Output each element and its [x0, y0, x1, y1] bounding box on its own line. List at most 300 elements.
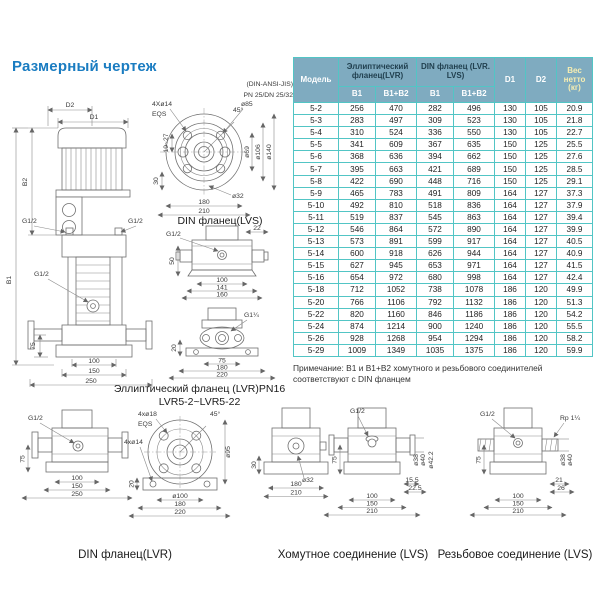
- motor: [56, 128, 130, 235]
- dim75-label: 75: [475, 456, 483, 464]
- g12-front-label: G1/2: [34, 271, 49, 278]
- table-cell: 150: [495, 139, 526, 151]
- col-header-d2: D2: [526, 58, 557, 103]
- table-cell: 5-4: [294, 127, 339, 139]
- col-header-weight: Вес нетто (кг): [557, 58, 593, 103]
- table-cell: 164: [495, 236, 526, 248]
- table-cell: 49.9: [557, 284, 593, 296]
- table-cell: 40.9: [557, 248, 593, 260]
- d40-label: ø40: [567, 454, 574, 466]
- table-row: [294, 127, 593, 139]
- table-cell: 766: [339, 296, 376, 308]
- clamp-front-view: [251, 408, 328, 497]
- table-cell: 1035: [417, 344, 454, 356]
- table-cell: 25.5: [557, 139, 593, 151]
- table-cell: 497: [376, 115, 417, 127]
- table-cell: 368: [339, 151, 376, 163]
- dim100-label: 100: [71, 475, 83, 482]
- dim210-label: 210: [290, 489, 302, 497]
- table-cell: 5-7: [294, 163, 339, 175]
- d422-label: ø42.2: [428, 451, 435, 469]
- table-cell: 120: [526, 344, 557, 356]
- table-note: Примечание: B1 и B1+B2 хомутного и резьбового соединителей соответствуют с DIN фланцем: [293, 363, 543, 384]
- table-cell: 954: [417, 332, 454, 344]
- table-cell: 164: [495, 199, 526, 211]
- table-cell: 917: [454, 236, 495, 248]
- table-cell: 336: [417, 127, 454, 139]
- din-lvr-flange-view: [124, 410, 232, 516]
- table-cell: 127: [526, 223, 557, 235]
- thread-caption: Резьбовое соединение (LVS): [437, 549, 593, 561]
- left-dims: [153, 133, 172, 190]
- clamp-caption: Хомутное соединение (LVS): [277, 549, 429, 561]
- table-cell: 120: [526, 320, 557, 332]
- table-cell: 971: [454, 260, 495, 272]
- right-dia-dims: [244, 114, 274, 190]
- dim155-label: 15.5: [405, 477, 419, 484]
- elliptical-caption-line1: Эллиптический фланец (LVR)PN16: [113, 383, 286, 395]
- table-cell: 738: [417, 284, 454, 296]
- table-row: [294, 175, 593, 187]
- table-cell: 5-20: [294, 296, 339, 308]
- table-row: [294, 260, 593, 272]
- table-cell: 127: [526, 211, 557, 223]
- table-cell: 186: [495, 284, 526, 296]
- din-lvr-drawing: [20, 406, 235, 546]
- table-cell: 654: [339, 272, 376, 284]
- dim26-label: 26: [557, 485, 565, 492]
- table-cell: 22.7: [557, 127, 593, 139]
- d38-label: ø38: [560, 454, 567, 466]
- table-cell: 5-22: [294, 308, 339, 320]
- table-cell: 1106: [376, 296, 417, 308]
- dim180-label: 180: [216, 364, 228, 372]
- table-cell: 150: [495, 175, 526, 187]
- dim-d1: [58, 114, 128, 128]
- elliptical-view-2: [169, 308, 275, 378]
- table-cell: 635: [454, 139, 495, 151]
- col-header-d1: D1: [495, 58, 526, 103]
- table-cell: 1240: [454, 320, 495, 332]
- table-cell: 27.6: [557, 151, 593, 163]
- col-header-b1-din: B1: [417, 87, 454, 103]
- col-header-din: DIN фланец (LVR. LVS): [417, 58, 495, 87]
- table-cell: 5-24: [294, 320, 339, 332]
- table-cell: 1052: [376, 284, 417, 296]
- dim210-label: 210: [198, 208, 210, 215]
- table-cell: 120: [526, 308, 557, 320]
- clamp-side-view: [324, 408, 435, 515]
- table-cell: 58.2: [557, 332, 593, 344]
- dim220-label: 220: [174, 509, 186, 516]
- dim220-label: 220: [216, 371, 228, 379]
- table-cell: 256: [339, 103, 376, 115]
- table-cell: 39.4: [557, 211, 593, 223]
- table-cell: 1009: [339, 344, 376, 356]
- table-cell: 523: [454, 115, 495, 127]
- table-cell: 130: [495, 127, 526, 139]
- table-cell: 186: [495, 332, 526, 344]
- table-cell: 5-13: [294, 236, 339, 248]
- table-cell: 341: [339, 139, 376, 151]
- table-cell: 448: [417, 175, 454, 187]
- table-cell: 150: [495, 151, 526, 163]
- table-row: [294, 139, 593, 151]
- dim21-label: 21: [555, 477, 563, 484]
- table-cell: 105: [526, 127, 557, 139]
- dim180-label: 180: [198, 199, 210, 206]
- din-lvs-caption: DIN фланец(LVS): [177, 215, 263, 227]
- table-row: [294, 223, 593, 235]
- table-cell: 572: [417, 223, 454, 235]
- table-cell: 282: [417, 103, 454, 115]
- table-cell: 164: [495, 248, 526, 260]
- g12-label: G1/2: [166, 231, 181, 238]
- table-cell: 367: [417, 139, 454, 151]
- table-cell: 663: [376, 163, 417, 175]
- g114-label: G1¼: [244, 312, 259, 319]
- dim75-label: 75: [218, 357, 226, 365]
- table-cell: 5-29: [294, 344, 339, 356]
- table-cell: 470: [376, 103, 417, 115]
- d140-label: ø140: [266, 144, 273, 160]
- table-cell: 186: [495, 320, 526, 332]
- table-cell: 491: [417, 187, 454, 199]
- table-row: [294, 308, 593, 320]
- table-cell: 39.9: [557, 223, 593, 235]
- elliptical-view-1: [166, 225, 268, 298]
- table-cell: 846: [417, 308, 454, 320]
- table-cell: 130: [495, 115, 526, 127]
- col-header-model: Модель: [294, 58, 339, 103]
- table-cell: 164: [495, 260, 526, 272]
- range-label: 19~27: [163, 133, 170, 153]
- angle-45-label: 45°: [210, 411, 221, 418]
- table-cell: 422: [339, 175, 376, 187]
- table-cell: 626: [417, 248, 454, 260]
- table-cell: 1214: [376, 320, 417, 332]
- thread-connection-drawing: [438, 406, 596, 548]
- table-cell: 125: [526, 175, 557, 187]
- table-cell: 28.5: [557, 163, 593, 175]
- g12-left-label: G1/2: [22, 218, 37, 225]
- table-cell: 836: [454, 199, 495, 211]
- table-cell: 810: [376, 199, 417, 211]
- table-cell: 120: [526, 284, 557, 296]
- d95-label: ø95: [225, 446, 232, 458]
- table-cell: 130: [495, 103, 526, 115]
- table-cell: 945: [376, 260, 417, 272]
- table-cell: 29.1: [557, 175, 593, 187]
- table-cell: 127: [526, 199, 557, 211]
- table-cell: 5-5: [294, 139, 339, 151]
- clamp-connection-drawing: [250, 406, 439, 548]
- dimensions-table: [293, 57, 593, 357]
- table-cell: 41.5: [557, 260, 593, 272]
- dim180-label: 180: [290, 481, 302, 488]
- table-cell: 5-15: [294, 260, 339, 272]
- dim-label-150: 150: [88, 368, 100, 375]
- table-cell: 546: [339, 223, 376, 235]
- bolt-holes-label: 4Xø14: [152, 101, 173, 108]
- table-cell: 662: [454, 151, 495, 163]
- table-cell: 864: [376, 223, 417, 235]
- d40-label: ø40: [420, 454, 427, 466]
- dim150-label: 150: [366, 500, 378, 508]
- table-cell: 928: [339, 332, 376, 344]
- table-cell: 600: [339, 248, 376, 260]
- table-cell: 890: [454, 223, 495, 235]
- dim160-label: 160: [216, 291, 228, 299]
- table-row: [294, 163, 593, 175]
- table-cell: 5-6: [294, 151, 339, 163]
- table-row: [294, 296, 593, 308]
- dim-label-100: 100: [88, 358, 100, 365]
- d32-label: ø32: [302, 477, 314, 484]
- col-header-b1: B1: [339, 87, 376, 103]
- rp-thread-label: Rp 1¼: [560, 415, 581, 422]
- table-row: [294, 248, 593, 260]
- table-body: [294, 103, 593, 357]
- table-cell: 120: [526, 332, 557, 344]
- col-header-b1b2: B1+B2: [376, 87, 417, 103]
- table-cell: 40.5: [557, 236, 593, 248]
- table-cell: 636: [376, 151, 417, 163]
- table-cell: 164: [495, 272, 526, 284]
- table-cell: 809: [454, 187, 495, 199]
- table-cell: 309: [417, 115, 454, 127]
- pump-stack: [34, 257, 122, 325]
- table-row: [294, 284, 593, 296]
- dim-label-d1: D1: [89, 114, 99, 121]
- col-header-elliptical: Эллиптический фланец(LVR): [339, 58, 417, 87]
- pump-base: [28, 321, 152, 357]
- table-cell: 465: [339, 187, 376, 199]
- table-row: [294, 332, 593, 344]
- table-cell: 891: [376, 236, 417, 248]
- table-cell: 599: [417, 236, 454, 248]
- table-cell: 1160: [376, 308, 417, 320]
- table-cell: 54.2: [557, 308, 593, 320]
- dim-d2: [48, 102, 92, 126]
- table-cell: 164: [495, 187, 526, 199]
- d32-label: ø32: [232, 193, 244, 200]
- table-cell: 792: [417, 296, 454, 308]
- dim22-label: 22: [253, 225, 261, 232]
- d38-label: ø38: [413, 454, 420, 466]
- table-cell: 5-14: [294, 248, 339, 260]
- table-cell: 5-12: [294, 223, 339, 235]
- dim210-label: 210: [512, 508, 524, 515]
- dim100-label: 100: [366, 493, 378, 500]
- dim-label-d2: D2: [65, 102, 75, 109]
- table-cell: 164: [495, 223, 526, 235]
- table-cell: 518: [417, 199, 454, 211]
- table-cell: 37.9: [557, 199, 593, 211]
- pump-head: [22, 218, 143, 257]
- elliptical-lvr-drawing: [150, 224, 295, 382]
- table-cell: 5-10: [294, 199, 339, 211]
- holes14-label: 4xø14: [124, 439, 143, 446]
- flange-pn-title: PN 25/DN 25/32: [243, 92, 293, 99]
- col-header-b1b2-din: B1+B2: [454, 87, 495, 103]
- table-cell: 573: [339, 236, 376, 248]
- table-row: [294, 187, 593, 199]
- dim100-label: 100: [216, 277, 228, 284]
- table-cell: 918: [376, 248, 417, 260]
- table-cell: 1132: [454, 296, 495, 308]
- table-cell: 120: [526, 296, 557, 308]
- table-cell: 690: [376, 175, 417, 187]
- table-cell: 545: [417, 211, 454, 223]
- table-cell: 716: [454, 175, 495, 187]
- holes18-label: 4xø18: [138, 411, 157, 418]
- table-cell: 37.3: [557, 187, 593, 199]
- table-cell: 127: [526, 248, 557, 260]
- terminal-box: [56, 197, 82, 235]
- table-cell: 127: [526, 272, 557, 284]
- table-cell: 1349: [376, 344, 417, 356]
- elliptical-caption-line2: LVR5-2~LVR5-22: [158, 396, 241, 408]
- table-cell: 125: [526, 163, 557, 175]
- table-cell: 20.9: [557, 103, 593, 115]
- table-cell: 1186: [454, 308, 495, 320]
- table-cell: 5-2: [294, 103, 339, 115]
- dim100-label: 100: [512, 493, 524, 500]
- table-cell: 395: [339, 163, 376, 175]
- dim250-label: 250: [71, 491, 83, 498]
- dim150-label: 150: [71, 483, 83, 490]
- table-row: [294, 199, 593, 211]
- table-cell: 1294: [454, 332, 495, 344]
- table-row: [294, 103, 593, 115]
- dim-label-b1: B1: [6, 275, 13, 285]
- dim180-label: 180: [174, 501, 186, 508]
- table-row: [294, 320, 593, 332]
- table-row: [294, 151, 593, 163]
- g12-label: G1/2: [350, 408, 365, 415]
- table-cell: 972: [376, 272, 417, 284]
- table-cell: 900: [417, 320, 454, 332]
- table-cell: 5-3: [294, 115, 339, 127]
- dim-label-250: 250: [85, 378, 97, 385]
- table-cell: 998: [454, 272, 495, 284]
- table-cell: 394: [417, 151, 454, 163]
- d106-label: ø106: [255, 144, 262, 160]
- table-cell: 125: [526, 139, 557, 151]
- table-cell: 42.4: [557, 272, 593, 284]
- table-cell: 496: [454, 103, 495, 115]
- table-cell: 186: [495, 296, 526, 308]
- table-cell: 627: [339, 260, 376, 272]
- page-title: Размерный чертеж: [12, 58, 157, 75]
- table-cell: 5-8: [294, 175, 339, 187]
- table-cell: 283: [339, 115, 376, 127]
- dim-label-75: 75: [30, 342, 37, 350]
- table-cell: 125: [526, 151, 557, 163]
- dim-b1: [6, 128, 54, 365]
- table-cell: 689: [454, 163, 495, 175]
- table-cell: 1268: [376, 332, 417, 344]
- eqs-label: EQS: [138, 421, 153, 428]
- g12-label: G1/2: [480, 411, 495, 418]
- dim-label-b2: B2: [22, 177, 29, 187]
- table-cell: 21.8: [557, 115, 593, 127]
- table-cell: 783: [376, 187, 417, 199]
- table-cell: 550: [454, 127, 495, 139]
- table-cell: 519: [339, 211, 376, 223]
- d69-label: ø69: [244, 146, 251, 158]
- table-cell: 712: [339, 284, 376, 296]
- dim75-label: 75: [19, 455, 27, 463]
- table-cell: 609: [376, 139, 417, 151]
- table-cell: 310: [339, 127, 376, 139]
- table-row: [294, 211, 593, 223]
- dim20-label: 20: [171, 344, 178, 352]
- angle-45-label: 45°: [233, 107, 244, 114]
- dim141-label: 141: [216, 284, 228, 292]
- din-lvs-flange-drawing: [146, 76, 296, 218]
- dim150-label: 150: [512, 500, 524, 508]
- table-row: [294, 115, 593, 127]
- table-cell: 105: [526, 103, 557, 115]
- table-cell: 105: [526, 115, 557, 127]
- table-cell: 186: [495, 308, 526, 320]
- d85-label: ø85: [241, 101, 253, 108]
- table-cell: 492: [339, 199, 376, 211]
- table-cell: 150: [495, 163, 526, 175]
- table-cell: 5-18: [294, 284, 339, 296]
- table-cell: 944: [454, 248, 495, 260]
- table-cell: 653: [417, 260, 454, 272]
- table-cell: 127: [526, 260, 557, 272]
- table-cell: 421: [417, 163, 454, 175]
- table-cell: 55.5: [557, 320, 593, 332]
- dim30-label: 30: [250, 461, 258, 469]
- table-cell: 1078: [454, 284, 495, 296]
- d100-label: ø100: [172, 493, 188, 500]
- flange-std-title: (DIN-ANSI-JIS): [246, 81, 293, 88]
- dim75-label: 75: [331, 456, 339, 464]
- table-cell: 837: [376, 211, 417, 223]
- table-row: [294, 236, 593, 248]
- din-lvr-side-view: [20, 410, 133, 498]
- table-cell: 874: [339, 320, 376, 332]
- table-cell: 5-9: [294, 187, 339, 199]
- table-cell: 186: [495, 344, 526, 356]
- table-cell: 51.3: [557, 296, 593, 308]
- dim30-label: 30: [153, 177, 160, 185]
- eqs-label: EQS: [152, 111, 167, 118]
- dim210b-label: 210: [366, 508, 378, 515]
- table-cell: 127: [526, 187, 557, 199]
- din-lvr-caption: DIN фланец(LVR): [78, 549, 172, 561]
- main-pump-drawing: [4, 80, 154, 392]
- table-cell: 820: [339, 308, 376, 320]
- table-cell: 5-16: [294, 272, 339, 284]
- g12-label: G1/2: [28, 415, 43, 422]
- table-cell: 5-26: [294, 332, 339, 344]
- table-cell: 164: [495, 211, 526, 223]
- g12-right-label: G1/2: [128, 218, 143, 225]
- table-row: [294, 272, 593, 284]
- table-cell: 127: [526, 236, 557, 248]
- table-row: [294, 344, 593, 356]
- table-cell: 863: [454, 211, 495, 223]
- table-cell: 1375: [454, 344, 495, 356]
- dim50-label: 50: [169, 257, 176, 265]
- table-cell: 5-11: [294, 211, 339, 223]
